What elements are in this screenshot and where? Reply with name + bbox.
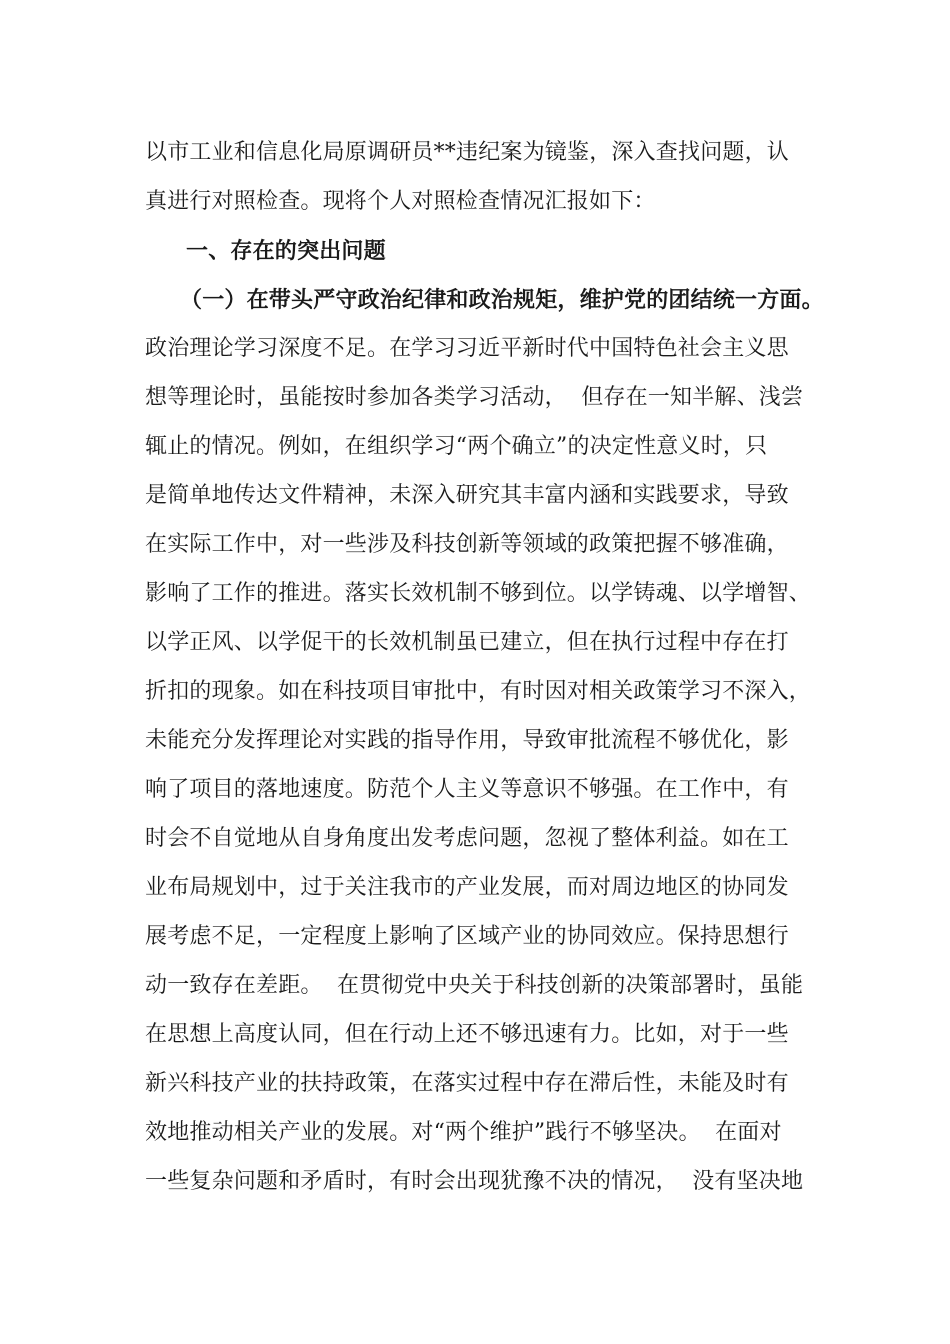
paragraph-line: 时会不自觉地从自身角度出发考虑问题，忽视了整体利益。如在工 <box>145 826 789 851</box>
paragraph-line: 响了项目的落地速度。防范个人主义等意识不够强。在工作中，有 <box>145 777 789 802</box>
paragraph-line: 真进行对照检查。现将个人对照检查情况汇报如下： <box>145 189 656 214</box>
paragraph-line: 辄止的情况。例如，在组织学习“两个确立”的决定性意义时，只 <box>145 434 768 459</box>
paragraph-line: 想等理论时，虽能按时参加各类学习活动， 但存在一知半解、浅尝 <box>145 385 804 410</box>
section-heading: 一、存在的突出问题 <box>186 238 386 264</box>
paragraph-line: 一些复杂问题和矛盾时，有时会出现犹豫不决的情况， 没有坚决地 <box>145 1169 804 1194</box>
paragraph-line: 展考虑不足，一定程度上影响了区域产业的协同效应。保持思想行 <box>145 924 789 949</box>
paragraph-line: 效地推动相关产业的发展。对“两个维护”践行不够坚决。 在面对 <box>145 1120 782 1145</box>
paragraph-line: 在实际工作中，对一些涉及科技创新等领域的政策把握不够准确， <box>145 532 789 557</box>
paragraph-line: 以学正风、以学促干的长效机制虽已建立，但在执行过程中存在打 <box>145 630 789 655</box>
paragraph-line: 未能充分发挥理论对实践的指导作用，导致审批流程不够优化，影 <box>145 728 789 753</box>
paragraph-line: 业布局规划中，过于关注我市的产业发展，而对周边地区的协同发 <box>145 875 789 900</box>
paragraph-line: 是简单地传达文件精神，未深入研究其丰富内涵和实践要求，导致 <box>145 483 789 508</box>
paragraph-line: 动一致存在差距。 在贯彻党中央关于科技创新的决策部署时，虽能 <box>145 973 804 998</box>
paragraph-line: 新兴科技产业的扶持政策，在落实过程中存在滞后性，未能及时有 <box>145 1071 789 1096</box>
paragraph-line: 折扣的现象。如在科技项目审批中，有时因对相关政策学习不深入， <box>145 679 812 704</box>
paragraph-line: 政治理论学习深度不足。在学习习近平新时代中国特色社会主义思 <box>145 336 789 361</box>
paragraph-line: 在思想上高度认同，但在行动上还不够迅速有力。比如，对于一些 <box>145 1022 789 1047</box>
subsection-heading: （一）在带头严守政治纪律和政治规矩，维护党的团结统一方面。 <box>180 287 824 313</box>
paragraph-line: 影响了工作的推进。落实长效机制不够到位。以学铸魂、以学增智、 <box>145 581 812 606</box>
paragraph-line: 以市工业和信息化局原调研员**违纪案为镜鉴，深入查找问题，认 <box>145 140 790 165</box>
